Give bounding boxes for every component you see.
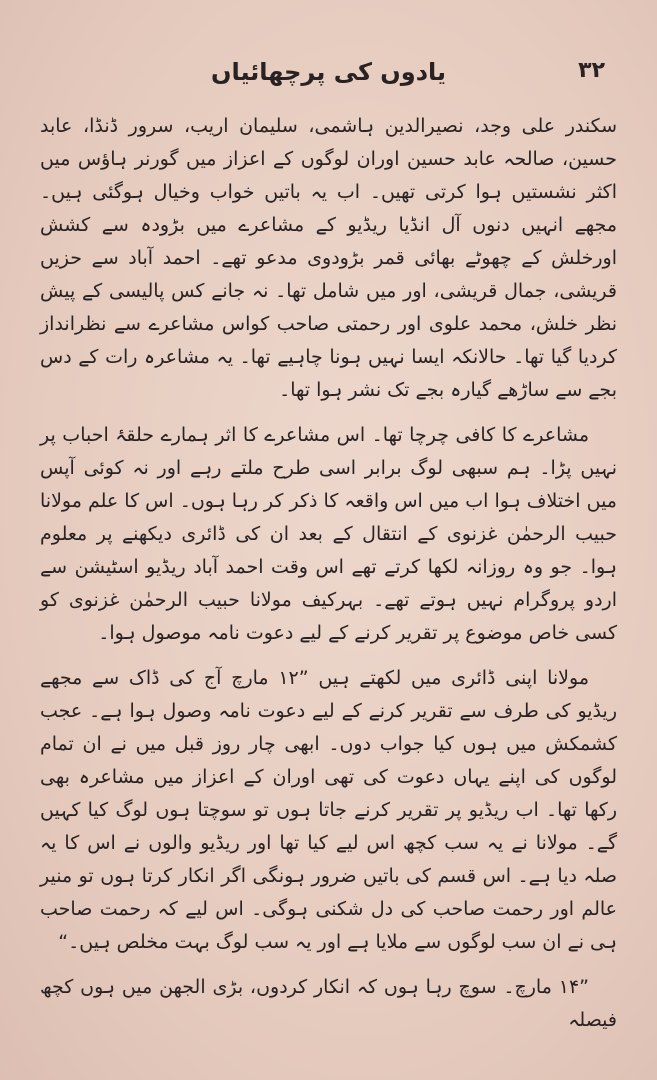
paragraph-2: مشاعرے کا کافی چرچا تھا۔ اس مشاعرے کا اثر ہمارے حلقۂ احباب پر نہیں پڑا۔ ہم سبھی لوگ برابر اسی طرح ملتے رہے اور نہ کوئی آپس میں اختلاف ہوا اب میں اس واقعہ کا ذکر کر رہا ہوں۔ اس کا علم مولانا حبیب الرحمٰن غزنوی کے انتقال کے بعد ان کی ڈائری دیکھنے پر معلوم ہوا۔ جو وہ روزانہ لکھا کرتے تھے اس وقت احمد آباد ریڈیو اسٹیشن سے اردو پروگرام نہیں ہوتے تھے۔ بہرکیف مولانا حبیب الرحمٰن غزنوی کو کسی خاص موضوع پر تقریر کرنے کے لیے دعوت نامہ موصول ہوا۔ bbox=[40, 424, 617, 644]
paragraph-4: ”۱۴ مارچ۔ سوچ رہا ہوں کہ انکار کردوں، بڑی الجھن میں ہوں کچھ فیصلہ bbox=[40, 976, 617, 1031]
running-title: یادوں کی پرچھائیاں bbox=[210, 58, 447, 86]
page-header bbox=[40, 58, 617, 98]
paragraph-3: مولانا اپنی ڈائری میں لکھتے ہیں ”۱۲ مارچ آج کی ڈاک سے مجھے ریڈیو کی طرف سے تقریر کرنے کے لیے دعوت نامہ وصول ہوا ہے۔ عجب کشمکش میں ہوں کیا جواب دوں۔ ابھی چار روز قبل میں نے ان تمام لوگوں کی اپنے یہاں دعوت کی تھی اوران کے اعزاز میں مشاعرہ بھی رکھا تھا۔ اب ریڈیو پر تقریر کرنے جاتا ہوں تو سوچتا ہوں لوگ کیا کہیں گے۔ مولانا نے یہ سب کچھ اس لیے کیا تھا اور ریڈیو والوں نے اس کا یہ صلہ دیا ہے۔ اس قسم کی باتیں ضرور ہونگی اگر انکار کرتا ہوں تو منیر عالم اور رحمت صاحب کی دل شکنی ہوگی۔ اس لیے کہ رحمت صاحب ہی نے ان سب لوگوں سے ملایا ہے اور یہ سب لوگ بہت مخلص ہیں۔“ bbox=[40, 667, 617, 953]
paragraph-1: سکندر علی وجد، نصیرالدین ہاشمی، سلیمان اریب، سرور ڈنڈا، عابد حسین، صالحہ عابد حسین اوران لوگوں کے اعزاز میں گورنر ہاؤس میں اکثر نشستیں ہوا کرتی تھیں۔ اب یہ باتیں خواب وخیال ہوگئی ہیں۔ مجھے انہیں دنوں آل انڈیا ریڈیو کے مشاعرے میں بڑودہ سے کشش اورخلش کے چھوٹے بھائی قمر بڑودوی مدعو تھے۔ احمد آباد سے حزیں قریشی، جمال قریشی، اور میں شامل تھا۔ نہ جانے کس پالیسی کے پیش نظر خلش، محمد علوی اور رحمتی صاحب کواس مشاعرے سے نظرانداز کردیا گیا تھا۔ حالانکہ ایسا نہیں ہونا چاہیے تھا۔ یہ مشاعرہ رات کے دس بجے سے ساڑھے گیارہ بجے تک نشر ہوا تھا۔ bbox=[40, 115, 617, 401]
page-body bbox=[40, 110, 617, 1049]
page-number: ۳۲ bbox=[578, 58, 605, 83]
